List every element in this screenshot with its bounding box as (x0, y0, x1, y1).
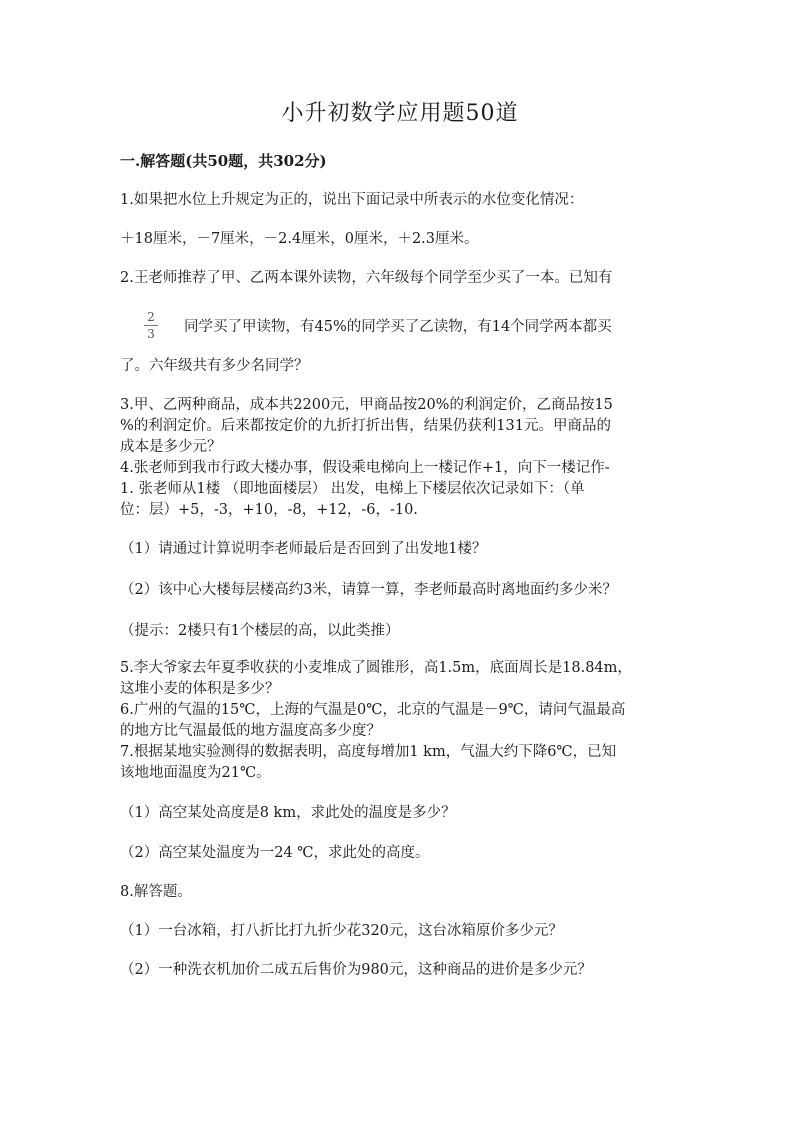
q3-line2: %的利润定价。后来都按定价的九折打折出售，结果仍获利131元。甲商品的 (120, 418, 611, 434)
q8-line1: 8.解答题。 (120, 884, 192, 900)
q7-sub1: （1）高空某处高度是8 km，求此处的温度是多少？ (120, 805, 456, 821)
q2-line2: 同学买了甲读物，有45%的同学买了乙读物，有14个同学两本都买 (184, 319, 612, 335)
fraction-denominator: 3 (147, 327, 155, 341)
q7-sub2: （2）高空某处温度为一24 ℃，求此处的高度。 (120, 845, 430, 861)
q8-sub1: （1）一台冰箱，打八折比打九折少花320元，这台冰箱原价多少元？ (120, 923, 563, 939)
q1-line2: ＋18厘米，－7厘米，－2.4厘米，0厘米，＋2.3厘米。 (120, 231, 479, 247)
q5-line1: 5.李大爷家去年夏季收获的小麦堆成了圆锥形，高1.5m，底面周长是18.84m， (120, 660, 632, 676)
q4-line3: 位：层）+5，-3，+10，-8，+12，-6，-10. (120, 502, 418, 518)
page-title: 小升初数学应用题50道 (281, 101, 519, 126)
q1-line1: 1.如果把水位上升规定为正的，说出下面记录中所表示的水位变化情况： (120, 192, 584, 208)
q3-line1: 3.甲、乙两种商品，成本共2200元，甲商品按20%的利润定价，乙商品按15 (120, 397, 613, 413)
q2-line1: 2.王老师推荐了甲、乙两本课外读物，六年级每个同学至少买了一本。已知有 (120, 270, 613, 286)
q6-line1: 6.广州的气温的15℃，上海的气温是0℃，北京的气温是－9℃，请问气温最高 (120, 702, 626, 718)
q3-line3: 成本是多少元？ (120, 439, 222, 455)
q4-line2: 1. 张老师从1楼 （即地面楼层） 出发，电梯上下楼层依次记录如下：（单 (120, 481, 585, 497)
q4-sub1: （1）请通过计算说明李老师最后是否回到了出发地1楼？ (120, 541, 487, 557)
q2-line3: 了。六年级共有多少名同学？ (120, 358, 309, 374)
q8-sub2: （2）一种洗衣机加价二成五后售价为980元，这种商品的进价是多少元？ (120, 962, 592, 978)
q4-line1: 4.张老师到我市行政大楼办事，假设乘电梯向上一楼记作+1，向下一楼记作- (120, 460, 610, 476)
q4-sub2: （2）该中心大楼每层楼高约3米，请算一算，李老师最高时离地面约多少米？ (120, 582, 617, 598)
q6-line2: 的地方比气温最低的地方温度高多少度？ (120, 723, 381, 739)
q2-fraction (144, 311, 158, 340)
q5-line2: 这堆小麦的体积是多少？ (120, 681, 280, 697)
section-heading: 一.解答题(共50题，共302分) (120, 152, 327, 170)
q4-hint: （提示：2楼只有1个楼层的高，以此类推） (120, 623, 400, 639)
fraction-numerator: 2 (147, 310, 155, 324)
q7-line2: 该地地面温度为21℃。 (120, 765, 271, 781)
fraction-bar (144, 325, 158, 326)
q7-line1: 7.根据某地实验测得的数据表明，高度每增加1 km，气温大约下降6℃，已知 (120, 744, 617, 760)
